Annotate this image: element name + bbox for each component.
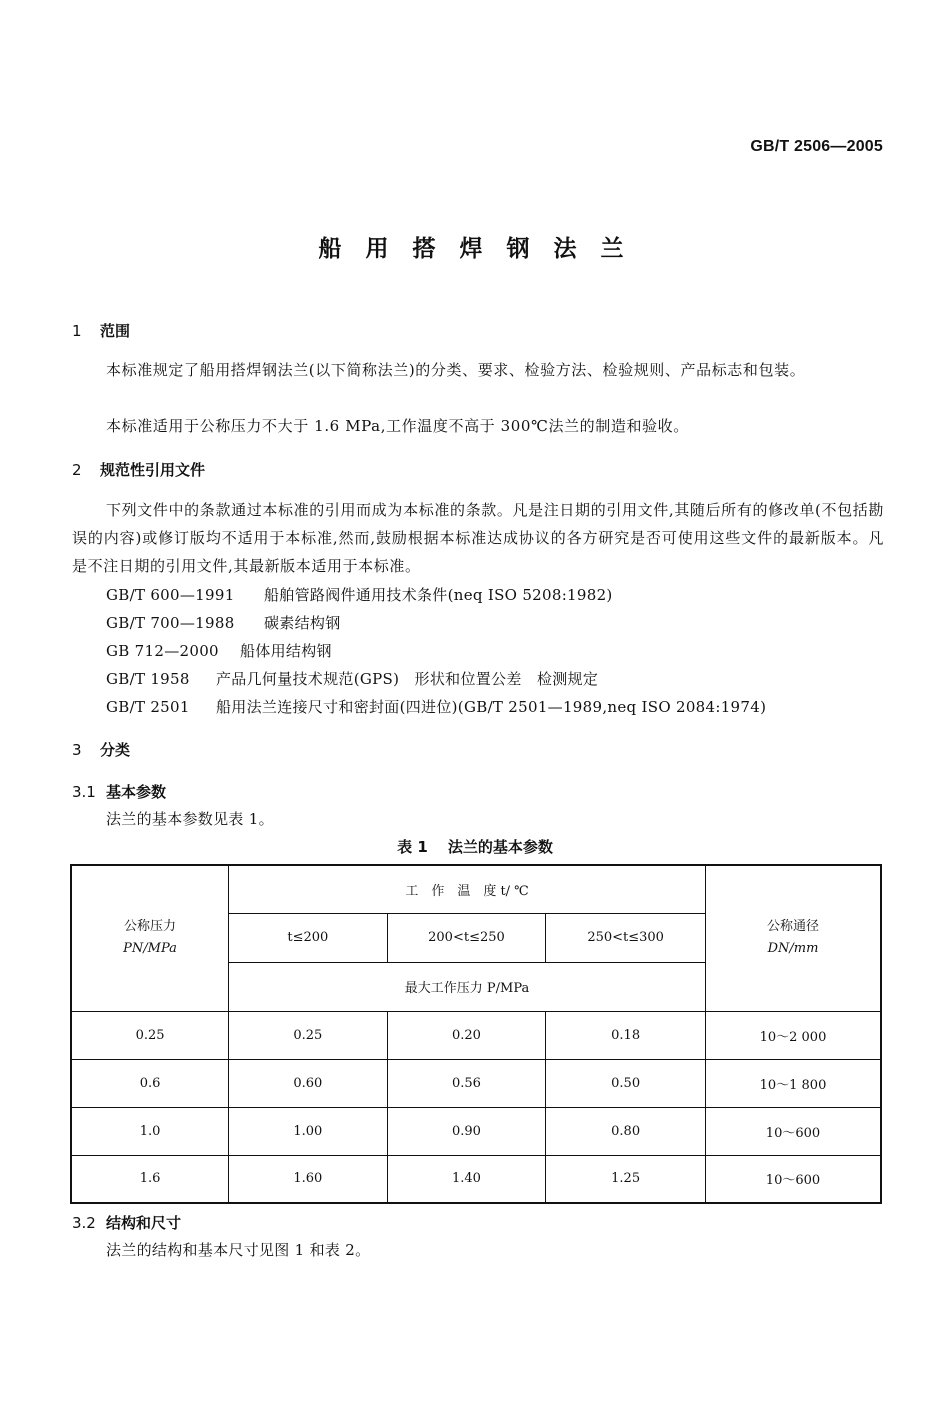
reference-name: 船舶管路阀件通用技术条件(neq ISO 5208:1982) — [264, 586, 613, 604]
section-3-heading — [72, 739, 130, 760]
section-2-paragraph: 下列文件中的条款通过本标准的引用而成为本标准的条款。凡是注日期的引用文件,其随后所有的修改单(不包括勘误的内容)或修订版均不适用于本标准,然而,鼓励根据本标准达成协议的各方研究是否可使用这些文件的最新版本。凡是不注日期的引用文件,其最新版本适用于本标准。 — [72, 501, 884, 575]
header-temp-range-2: 200<t≤250 — [387, 913, 546, 962]
cell-p2: 0.56 — [387, 1059, 546, 1107]
header-temp-range-1: t≤200 — [229, 913, 388, 962]
cell-dn: 10～1 800 — [705, 1059, 881, 1107]
header-nominal-diameter — [705, 865, 881, 1011]
section-3-1-text: 法兰的基本参数见表 1。 — [106, 810, 274, 828]
cell-dn: 10～600 — [705, 1155, 881, 1203]
table-row — [71, 1011, 881, 1059]
standard-number: GB/T 2506—2005 — [750, 138, 883, 155]
section-1-paragraph-2: 本标准适用于公称压力不大于 1.6 MPa,工作温度不高于 300℃法兰的制造和验收。 — [106, 417, 689, 435]
section-3-2-number: 3.2 — [72, 1214, 96, 1232]
section-3-title: 分类 — [100, 741, 131, 759]
cell-p3: 0.18 — [546, 1011, 706, 1059]
cell-pn: 1.0 — [71, 1107, 229, 1155]
cell-p1: 1.60 — [229, 1155, 388, 1203]
cell-p3: 0.50 — [546, 1059, 706, 1107]
cell-pn: 1.6 — [71, 1155, 229, 1203]
reference-item — [106, 584, 613, 605]
reference-code: GB/T 2501 — [106, 698, 190, 716]
document-title: 船 用 搭 焊 钢 法 兰 — [318, 236, 632, 262]
cell-p1: 0.25 — [229, 1011, 388, 1059]
reference-code: GB/T 600—1991 — [106, 586, 235, 604]
header-max-working-pressure: 最大工作压力 P/MPa — [229, 962, 706, 1011]
reference-name: 船用法兰连接尺寸和密封面(四进位)(GB/T 2501—1989,neq ISO 2084:1974) — [216, 698, 767, 716]
section-3-2-heading — [72, 1212, 181, 1233]
reference-code: GB 712—2000 — [106, 642, 219, 660]
cell-dn: 10～600 — [705, 1107, 881, 1155]
header-working-temperature: 工 作 温 度 t/ ℃ — [229, 865, 706, 913]
section-1-heading — [72, 320, 130, 341]
section-2-title: 规范性引用文件 — [100, 461, 206, 479]
reference-item — [106, 640, 332, 661]
table-caption-number: 表 1 — [397, 838, 428, 856]
header-nominal-pressure — [71, 865, 229, 1011]
header-nominal-pressure-unit: PN/MPa — [123, 941, 177, 957]
table-row — [71, 1059, 881, 1107]
reference-item — [106, 696, 766, 717]
section-3-1-number: 3.1 — [72, 783, 96, 801]
section-2-number: 2 — [72, 461, 82, 479]
section-1-paragraph-1: 本标准规定了船用搭焊钢法兰(以下简称法兰)的分类、要求、检验方法、检验规则、产品标志和包装。 — [106, 361, 806, 379]
header-nominal-diameter-unit: DN/mm — [767, 941, 819, 957]
cell-p3: 0.80 — [546, 1107, 706, 1155]
cell-pn: 0.25 — [71, 1011, 229, 1059]
reference-name: 产品几何量技术规范(GPS) 形状和位置公差 检测规定 — [216, 670, 599, 688]
cell-pn: 0.6 — [71, 1059, 229, 1107]
section-3-2-text: 法兰的结构和基本尺寸见图 1 和表 2。 — [106, 1241, 371, 1259]
cell-p2: 0.20 — [387, 1011, 546, 1059]
parameters-table — [70, 864, 882, 1204]
table-row — [71, 1155, 881, 1203]
reference-name: 船体用结构钢 — [240, 642, 332, 660]
table-caption-title: 法兰的基本参数 — [447, 838, 553, 856]
cell-p1: 0.60 — [229, 1059, 388, 1107]
section-3-1-title: 基本参数 — [106, 783, 167, 801]
reference-code: GB/T 700—1988 — [106, 614, 235, 632]
section-3-number: 3 — [72, 741, 82, 759]
cell-dn: 10～2 000 — [705, 1011, 881, 1059]
section-2-heading — [72, 459, 205, 480]
section-1-number: 1 — [72, 322, 82, 340]
header-nominal-diameter-label: 公称通径 — [766, 919, 819, 935]
section-3-2-title: 结构和尺寸 — [106, 1214, 182, 1232]
header-nominal-pressure-label: 公称压力 — [124, 919, 177, 935]
reference-name: 碳素结构钢 — [264, 614, 341, 632]
reference-item — [106, 612, 341, 633]
cell-p2: 1.40 — [387, 1155, 546, 1203]
section-3-1-heading — [72, 781, 166, 802]
table-caption — [0, 836, 950, 857]
reference-code: GB/T 1958 — [106, 670, 190, 688]
header-temp-range-3: 250<t≤300 — [546, 913, 706, 962]
reference-item — [106, 668, 598, 689]
cell-p3: 1.25 — [546, 1155, 706, 1203]
table-row — [71, 1107, 881, 1155]
cell-p1: 1.00 — [229, 1107, 388, 1155]
cell-p2: 0.90 — [387, 1107, 546, 1155]
section-1-title: 范围 — [100, 322, 131, 340]
